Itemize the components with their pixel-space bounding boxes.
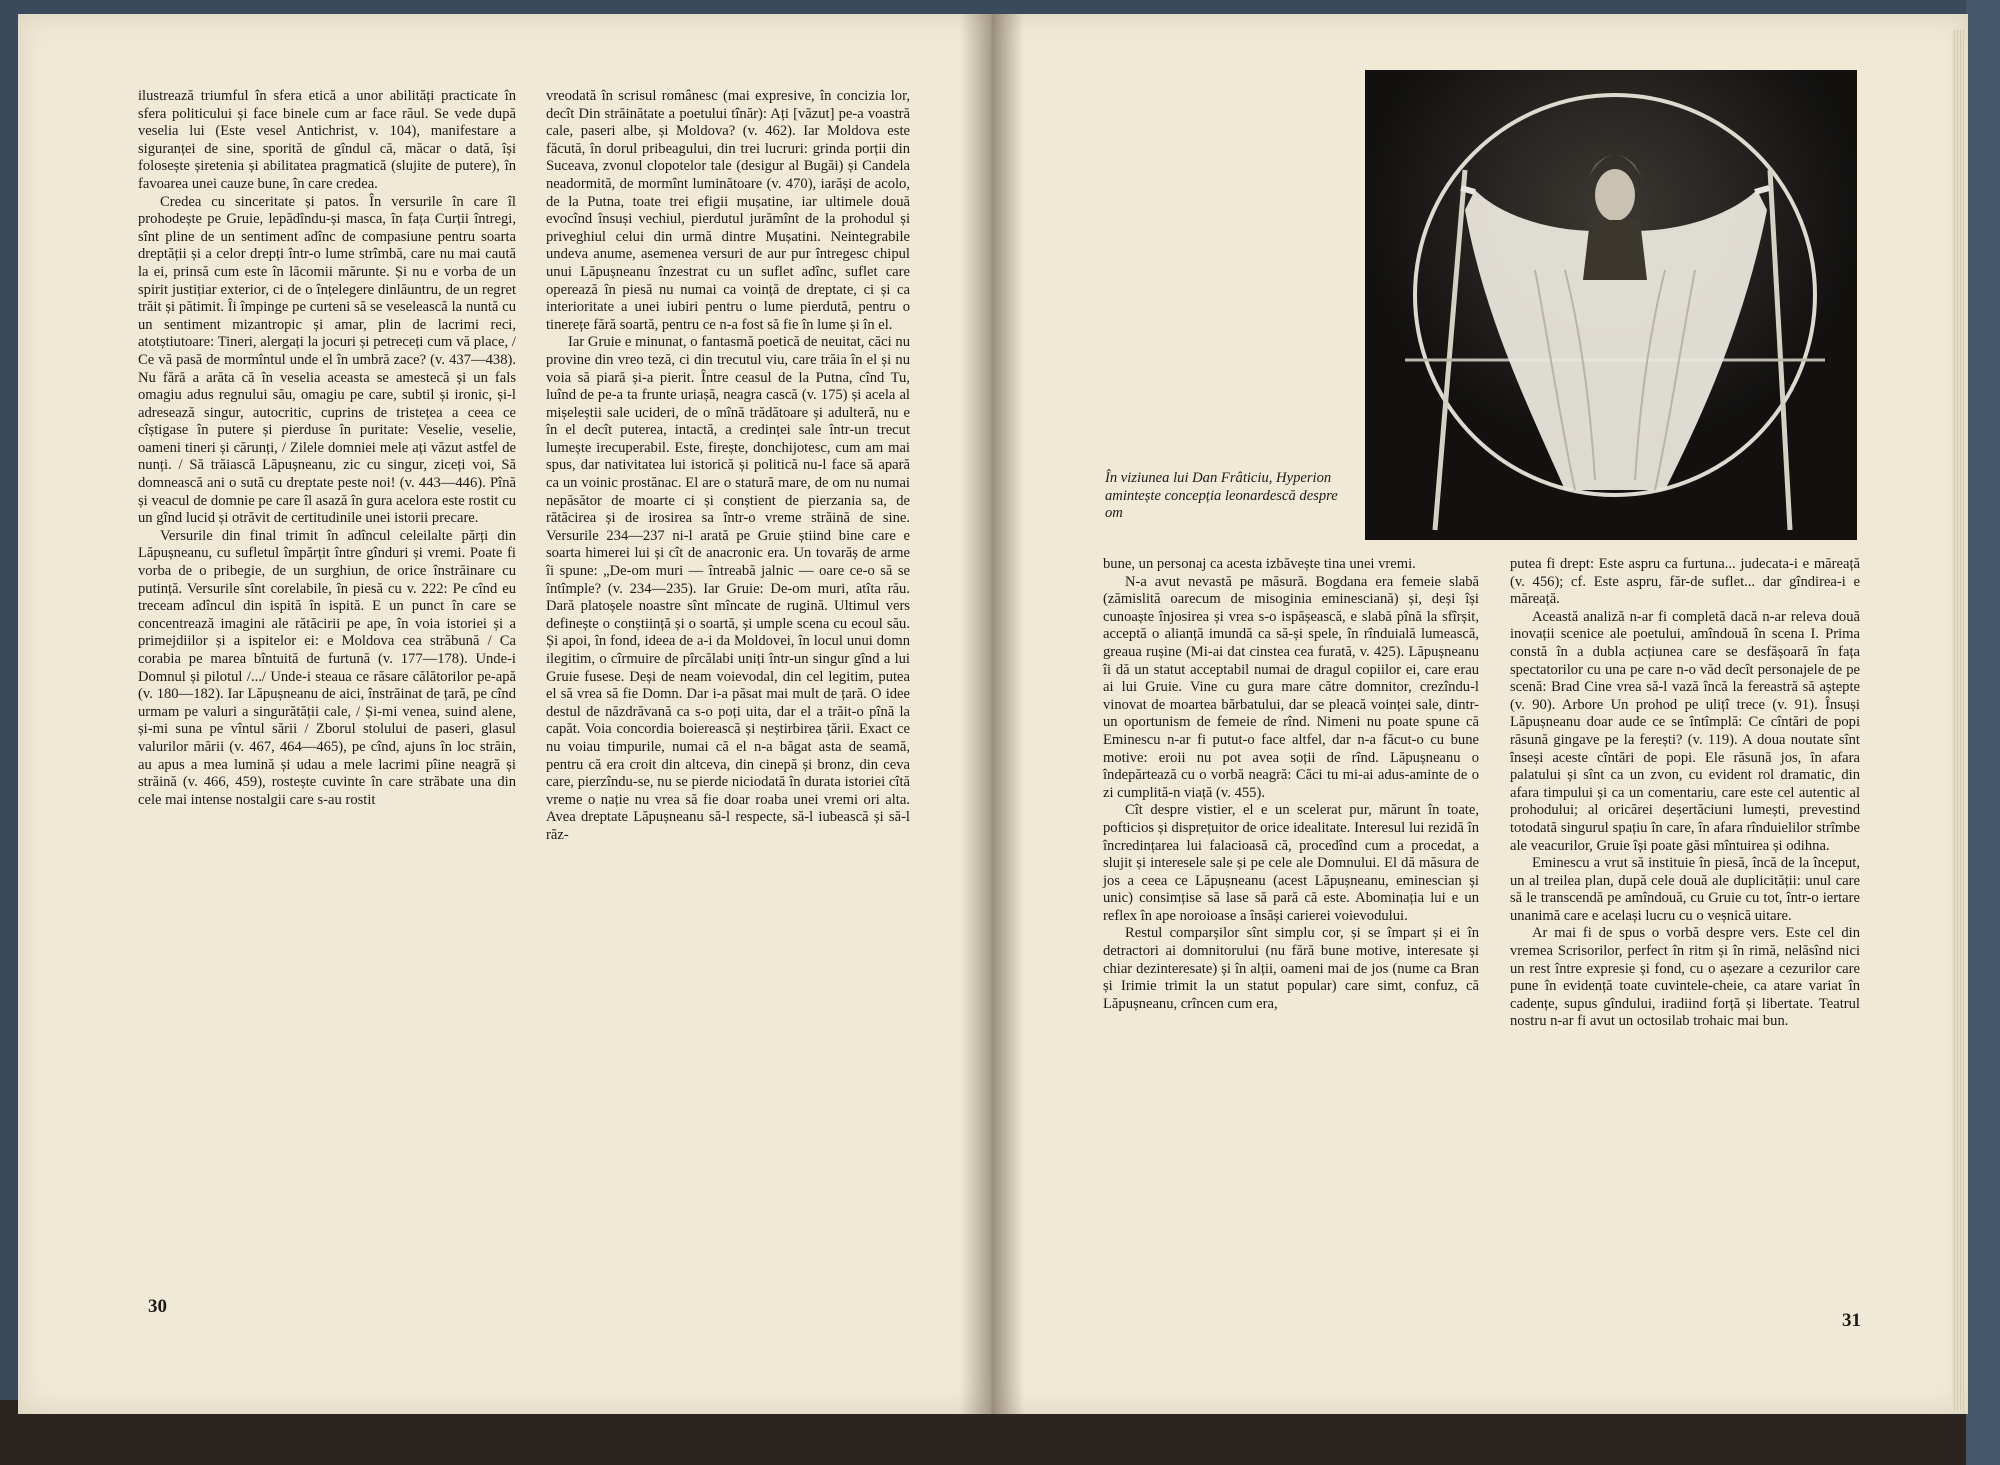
page-number-left: 30: [148, 1296, 167, 1317]
left-column-2: [546, 88, 910, 845]
page-edges: [1952, 30, 1966, 1410]
paragraph: Restul comparșilor sînt simplu cor, și se împart și ei în detractori ai domnitorului (nu fără bune motive, interesate și chiar dezinteresate) și în alții, oameni mai de jos (nume ca Bran și Irimie trimit la un statut popular) care simt, confuz, că Lăpușneanu, crîncen cum era,: [1103, 925, 1479, 1012]
right-column-1: [1103, 556, 1479, 1013]
paragraph: Versurile din final trimit în adîncul celeilalte părți din Lăpușneanu, cu sufletul împărțit între gînduri și vremi. Poate fi vorba de o pribegie, de un surghiun, de orice înstrăinare cu putință. Versurile sînt corelabile, în piesă cu v. 222: Pe cînd eu treceam adîncul din ispită în ispită. E un punct în care se concentrează imagini ale rătăcirii pe ape, în voia istoriei și a primejdiilor și a ispitelor ei: e Moldova cea străbună / Ca corabia pe marea bîntuită de furtună (v. 177—178). Unde-i Domnul și pilotul /.../ Unde-i steaua ce răsare călătorilor pe-apă (v. 180—182). Iar Lăpușneanu de aici, înstrăinat de țară, pe cînd urmam pe valuri a singurătății cale, / Și-mi venea, suind alene, și-mi suna pe vîntul sării / Zborul stolului de paseri, glasul valurilor mării (v. 467, 464—465), pe cînd, ajuns în loc străin, au apus a mea lumină și udau a mele lacrimi pîine neagră și străină (v. 466, 459), rostește cuvinte în care străbate una din cele mai intense nostalgii care s-au rostit: [138, 527, 516, 808]
left-column-1: [138, 88, 516, 809]
paragraph: putea fi drept: Este aspru ca furtuna... judecata-i e măreață (v. 456); cf. Este aspru, făr-de suflet... dar gîndirea-i e măreață.: [1510, 556, 1860, 608]
paragraph: Ar mai fi de spus o vorbă despre vers. Este cel din vremea Scrisorilor, perfect în ritm și în rimă, nelăsînd nici un rest între expresie și fond, cu o așezare a cezurilor care pune în evidență toate cuvintele-cheie, ca atare variat în cadențe, supus gîndului, iradiind forță și libertate. Teatrul nostru n-ar fi avut un octosilab trohaic mai bun.: [1510, 925, 1860, 1030]
paragraph: vreodată în scrisul românesc (mai expresive, în concizia lor, decît Din străinătate a poetului tînăr): Ați [văzut] pe-a voastră cale, paseri albe, și Moldova? (v. 462). Iar Moldova este făcută, în dorul pribeagului, din trei lucruri: grinda porții din Suceava, zvonul clopotelor tale (desigur al Bugăi) și Candela neadormită, de mormînt luminătoare (v. 470), iarăși de acolo, de la Putna, toate trei efigii mușatine, iar ultimele două evocînd însuși vechiul, pierdutul jurămînt de la prohodul și priveghiul celui din urmă dintre Mușatini. Neintegrabile undeva anume, asemenea versuri de aur pur întregesc chipul unui Lăpușneanu înzestrat cu un suflet adînc, suflet care operează în piesă nu numai ca voință de dreptate, ci și ca interioritate a unei iubiri pentru o lume pierdută, pentru o tinerețe fără soartă, pentru ce n-a fost să fie în lume și în el.: [546, 88, 910, 333]
paragraph: ilustrează triumful în sfera etică a unor abilități practicate în sfera politicului și face binele cum ar face răul. Se vede după veselia lui (Este vesel Antichrist, v. 104), manifestare a siguranței de sine, sporită de gîndul că, măcar o dată, își folosește șiretenia și abilitatea pragmatică (slujite de putere), în favoarea unei cauze bune, în care credea.: [138, 88, 516, 192]
photo-caption: În viziunea lui Dan Frâticiu, Hyperion amintește concepția leonardescă despre om: [1105, 470, 1338, 522]
page-number-right: 31: [1842, 1310, 1861, 1331]
paragraph: Iar Gruie e minunat, o fantasmă poetică de neuitat, căci nu provine din vreo teză, ci din trecutul viu, care trăia în el și nu voia să piară și-a pierit. Între ceasul de la Putna, cînd Tu, luînd de pe-a ta frunte uriașă, neagra cască (v. 175) și acela al mișeleștii sale ucideri, de o mînă trădătoare și adulteră, nu e în el decît puterea, intactă, a credinței sale într-un trecut lumește irecuperabil. Este, firește, donchijotesc, cum am mai spus, dar nativitatea lui istorică și politică nu-l face să apară ca un voinic prostănac. El are o statură mare, de om nu numai nepăsător de moarte ci și conștient de pierzania sa, de rătăcirea și de irosirea sa într-o vreme străină de sine. Versurile 234—237 ni-l arată pe Gruie știind bine care e soarta himerei lui și cît de anacronic era. Un tovarăș de arme îi spune: „De-om muri — întreabă jalnic — oare ce-o să se întîmple? (v. 234—235). Iar Gruie: De-om muri, atîta rău. Dară platoșele noastre sînt mîncate de rugină. Ultimul vers definește o conștiință și o soartă, și umple scena cu ecoul său. Și apoi, în fond, ideea de a-i da Moldovei, în locul unui domn ilegitim, o cîrmuire de pîrcălabi uniți într-un singur gînd a lui Gruie fusese. Deși de neam voievodal, din cel legitim, putea el să vrea să fie Domn. Dar i-a păsat mai mult de țară. O idee destul de năzdrăvană ca s-o poți uita, dar el a trăit-o pînă la capăt. Voia concordia boierească și neștirbirea țării. Exact ce nu voiau timpurile, numai că el n-a băgat asta de seamă, pentru că era croit din altceva, din cinepă și bronz, din ceva care, pierzîndu-se, nu se pierde niciodată în durata istoriei cîtă vreme o nație nu vrea să fie doar roaba unei vremi ori alta. Avea dreptate Lăpușneanu să-l respecte, să-l iubească și să-l răz-: [546, 334, 910, 843]
right-column-2: [1510, 556, 1860, 1031]
paragraph: Cît despre vistier, el e un scelerat pur, mărunt în toate, pofticios și disprețuitor de orice idealitate. Interesul lui rezidă în încredințarea lui falacioasă că, procedînd cum a procedat, a slujit și interesele sale și pe cele ale Domnului. El dă măsura de jos a ceea ce Lăpușneanu (acest Lăpușneanu, eminescian și unic) consimțise să lase să pară că este. Abominația lui e un reflex în ape noroioase a însăși carierei voievodului.: [1103, 802, 1479, 924]
paragraph: N-a avut nevastă pe măsură. Bogdana era femeie slabă (zămislită oarecum de misoginia eminesciană) și, deși își cunoaște înjosirea și vrea s-o ispășească, e slabă pînă la sfîrșit, acceptă o alianță imundă ca să-și spele, în rînduială lumească, greaua rușine (Mi-ai dat cinstea cea furată, v. 425). Lăpușneanu îi dă un statut acceptabil numai de dragul copiilor ei, care erau ai lui Gruie. Vine cu gura mare către domnitor, crezîndu-l vinovat de moartea bărbatului, dar se pleacă voinței sale, dintr-un oportunism de femeie de rînd. Nimeni nu poate spune că Eminescu n-ar fi putut-o face altfel, dar n-a făcut-o cu bune motive: eroii nu pot avea soții de rînd. Lăpușneanu o îndepărtează cu o vorbă neagră: Căci tu mi-ai adus-aminte de o zi cumplită-n viață (v. 455).: [1103, 573, 1479, 801]
hyperion-photograph: [1365, 70, 1857, 540]
paragraph: Credea cu sinceritate și patos. În versurile în care îl prohodește pe Gruie, lepădîndu-și masca, în fața Curții întregi, sînt pline de un sentiment adînc de compasiune pentru soarta dreptății și a celor drepți într-o lume strîmbă, care nu mai caută la ei, prinsă cum este în lăcomii mărunte. Și nu e vorba de un spirit justițiar exterior, ci de o înțelegere dinlăuntru, de un regret trăit și pătimit. Îi împinge pe curteni să se veselească la nuntă cu un sentiment mizantropic și amar, plin de lacrimi reci, atotștiutoare: Tineri, alergați la jocuri și petreceți cum vă place, / Ce vă pasă de mormîntul unde el în umbră zace? (v. 437—438). Nu fără a arăta că în veselia aceasta se amestecă și un fals omagiu adus regnului său, omagiu pe care, subtil și ironic, și-l adresează singur, autocritic, cuprins de tristețea a ceea ce cîștigase în putere și pierduse în puritate: Veselie, veselie, oameni tineri și cărunți, / Zilele domniei mele ați văzut astfel de nunți. / Să trăiască Lăpușneanu, zic cu singur, ziceți voi, Să domnească ani o sută cu dreptate peste noi! (v. 443—446). Pînă și veacul de domnie pe care îl asază în gura acelora este rostit cu un gînd lucid și otrăvit de certitudinile unei istorii precare.: [138, 193, 516, 527]
paragraph: Această analiză n-ar fi completă dacă n-ar releva două inovații scenice ale poetului, amîndouă în scena I. Prima constă în a dubla acțiunea care se desfășoară în fața spectatorilor cu una pe care n-o văd decît personajele de pe scenă: Brad Cine vrea să-l vază încă la fereastră să aștepte (v. 90). Arbore Un prohod pe ulițî trece (v. 91). Însuși Lăpușneanu doar aude ce se întîmplă: Ce cîntări de popi răsună gingave pe la ferești? (v. 119). A doua noutate sînt înseși aceste cîntări de popi. Ele răsună jos, în afara palatului și sînt ca un zvon, cu evident rol dramatic, din afara timpului și ca un comentariu, care este cel autentic al prohodului; al oricărei deșertăciuni lumești, prevestind totodată singurul spațiu în care, în afara rînduielilor strîmbe ale veacurilor, Gruie își poate găsi mîntuirea și odihna.: [1510, 608, 1860, 854]
paragraph: bune, un personaj ca acesta izbăvește tina unei vremi.: [1103, 556, 1416, 572]
book-cover-edge: [1966, 0, 2000, 1465]
paragraph: Eminescu a vrut să instituie în piesă, încă de la început, un al treilea plan, după cele două ale duplicității: unul care să le transcendă pe amîndouă, cu Gruie cu tot, într-o iertare unanimă care e același lucru cu o veșnică uitare.: [1510, 855, 1860, 924]
photo-illustration: [1365, 70, 1857, 540]
